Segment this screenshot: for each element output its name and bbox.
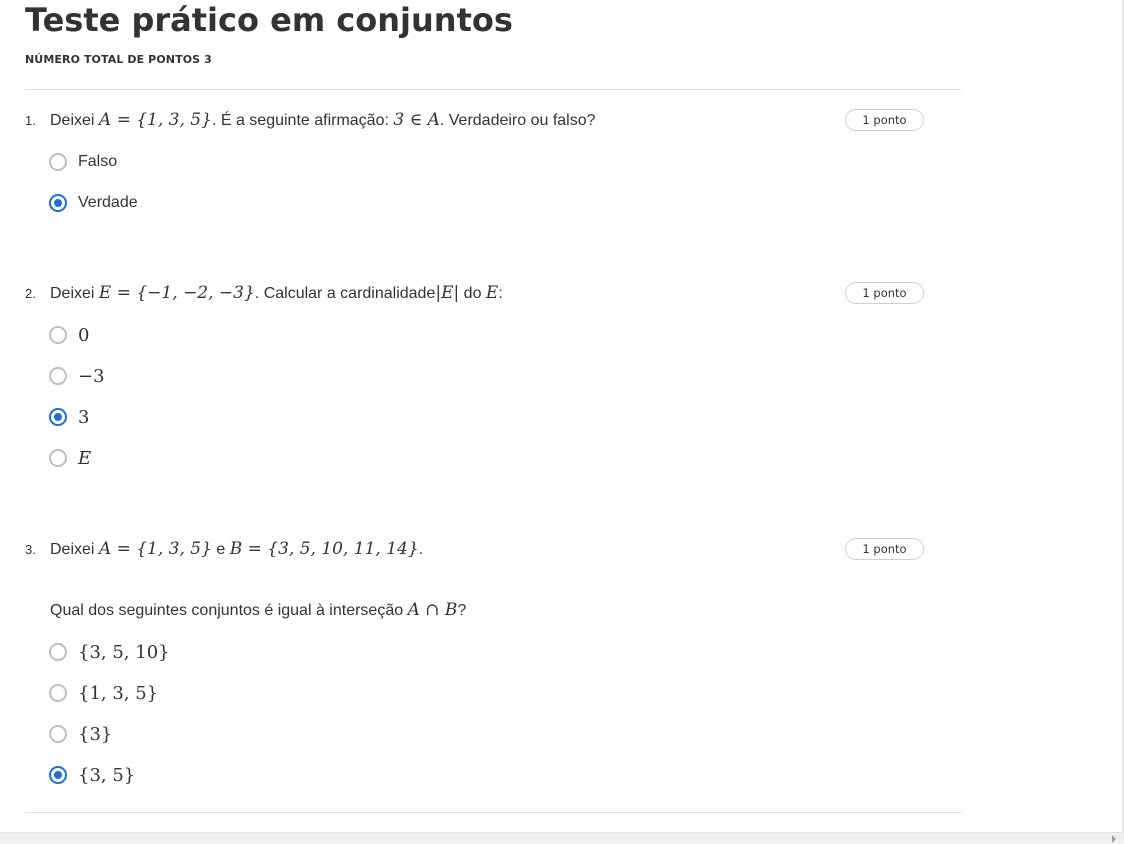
option-label: Verdade bbox=[78, 194, 138, 211]
page-title: Teste prático em conjuntos bbox=[25, 1, 513, 39]
option-label: −3 bbox=[78, 365, 105, 387]
math-expression: A = {1, 3, 5} bbox=[98, 110, 212, 130]
question-number: 2. bbox=[25, 286, 36, 301]
points-badge: 1 ponto bbox=[845, 282, 924, 304]
option-label: Falso bbox=[78, 153, 118, 170]
radio-button[interactable] bbox=[49, 326, 67, 344]
option-label: {3} bbox=[78, 723, 113, 745]
math-expression: |E| bbox=[435, 283, 460, 303]
question-subtext: Qual dos seguintes conjuntos é igual à interseção A ∩ B? bbox=[50, 600, 467, 620]
header-divider bbox=[25, 89, 961, 90]
radio-button-selected[interactable] bbox=[49, 766, 67, 784]
math-expression: E bbox=[485, 283, 499, 303]
radio-button[interactable] bbox=[49, 449, 67, 467]
answer-option-0[interactable] bbox=[49, 324, 89, 346]
answer-option-e[interactable] bbox=[49, 447, 91, 469]
math-expression: A ∩ B bbox=[407, 600, 458, 620]
answer-option-3-5[interactable] bbox=[49, 764, 135, 786]
option-label: {1, 3, 5} bbox=[78, 682, 159, 704]
question-number: 3. bbox=[25, 542, 36, 557]
question-text: Deixei A = {1, 3, 5}. É a seguinte afirmação: 3 ∈ A. Verdadeiro ou falso? bbox=[50, 110, 596, 130]
radio-button-selected[interactable] bbox=[49, 408, 67, 426]
answer-option-3-5-10[interactable] bbox=[49, 641, 170, 663]
scroll-right-arrow-icon[interactable] bbox=[1112, 835, 1116, 843]
option-label: {3, 5, 10} bbox=[78, 641, 170, 663]
answer-option-1-3-5[interactable] bbox=[49, 682, 158, 704]
answer-option-minus-3[interactable] bbox=[49, 365, 105, 387]
math-expression: A = {1, 3, 5} bbox=[98, 539, 212, 559]
option-label: 3 bbox=[78, 406, 90, 428]
radio-button-selected[interactable] bbox=[49, 194, 67, 212]
math-expression: E = {−1, −2, −3} bbox=[98, 283, 255, 303]
answer-option-3[interactable] bbox=[49, 406, 89, 428]
answer-option-falso[interactable] bbox=[49, 151, 117, 173]
math-expression: B = {3, 5, 10, 11, 14} bbox=[229, 539, 419, 559]
option-label: {3, 5} bbox=[78, 764, 136, 786]
radio-button[interactable] bbox=[49, 725, 67, 743]
question-number: 1. bbox=[25, 113, 36, 128]
points-badge: 1 ponto bbox=[845, 109, 924, 131]
horizontal-scrollbar[interactable] bbox=[0, 832, 1124, 844]
points-badge: 1 ponto bbox=[845, 538, 924, 560]
question-text: Deixei A = {1, 3, 5} e B = {3, 5, 10, 11, 14}. bbox=[50, 539, 424, 559]
radio-button[interactable] bbox=[49, 643, 67, 661]
answer-option-3[interactable] bbox=[49, 723, 112, 745]
option-label: 0 bbox=[78, 324, 90, 346]
radio-button[interactable] bbox=[49, 367, 67, 385]
math-expression: 3 ∈ A bbox=[393, 110, 440, 130]
answer-option-verdade[interactable] bbox=[49, 192, 138, 214]
radio-button[interactable] bbox=[49, 684, 67, 702]
footer-divider bbox=[25, 812, 961, 813]
radio-button[interactable] bbox=[49, 153, 67, 171]
option-label: E bbox=[78, 447, 92, 469]
question-text: Deixei E = {−1, −2, −3}. Calcular a cardinalidade|E| do E: bbox=[50, 283, 503, 303]
total-points-label: NÚMERO TOTAL DE PONTOS 3 bbox=[25, 53, 212, 66]
